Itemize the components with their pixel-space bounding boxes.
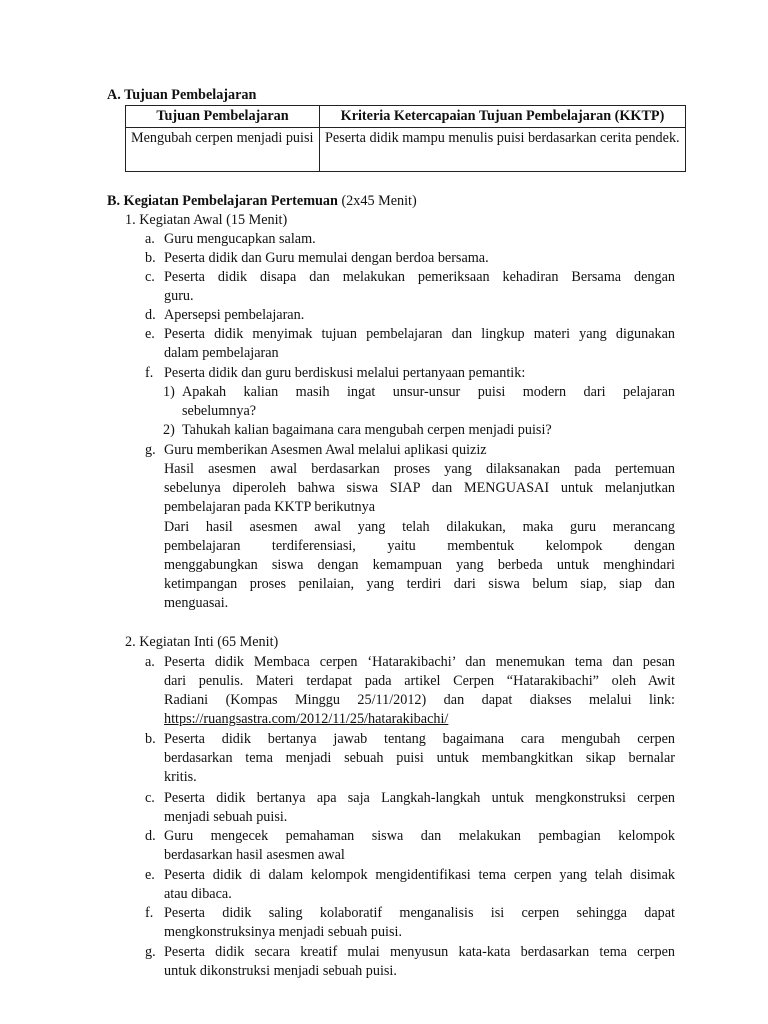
list-item-marker: a. bbox=[145, 654, 155, 670]
list-item-text-cont: menjadi sebuah puisi. bbox=[164, 809, 288, 825]
list-item-text: Peserta didik di dalam kelompok mengidentifikasi tema cerpen yang telah disimak bbox=[164, 867, 675, 883]
diferensiasi-paragraph-line: Dari hasil asesmen awal yang telah dilakukan, maka guru merancang bbox=[164, 519, 675, 535]
list-item-marker: c. bbox=[145, 790, 155, 806]
sub-item-text-cont: sebelumnya? bbox=[182, 403, 257, 419]
list-item-marker: b. bbox=[145, 250, 156, 266]
sub-item-text: Tahukah kalian bagaimana cara mengubah cerpen menjadi puisi? bbox=[182, 422, 552, 438]
list-item-marker: c. bbox=[145, 269, 155, 285]
list-item-link-line bbox=[164, 710, 448, 729]
list-item-text: Peserta didik Membaca cerpen ‘Hatarakibachi’ dan menemukan tema dan pesan bbox=[164, 654, 675, 670]
list-item-marker: f. bbox=[145, 365, 154, 381]
diferensiasi-paragraph-line: menggabungkan siswa dengan kemampuan yang berbeda untuk menghindari bbox=[164, 557, 675, 573]
list-item-text-cont: atau dibaca. bbox=[164, 886, 232, 902]
list-item-text-cont: berdasarkan hasil asesmen awal bbox=[164, 847, 345, 863]
sub-item-marker: 1) bbox=[163, 384, 175, 400]
list-item-text: Guru mengucapkan salam. bbox=[164, 231, 316, 247]
section-b-duration: (2x45 Menit) bbox=[341, 193, 417, 209]
list-item-text: Guru mengecek pemahaman siswa dan melakukan pembagian kelompok bbox=[164, 828, 675, 844]
list-item-marker: e. bbox=[145, 867, 155, 883]
list-item-text: Peserta didik menyimak tujuan pembelajaran dan lingkup materi yang digunakan bbox=[164, 326, 675, 342]
asesmen-paragraph-line: pembelajaran pada KKTP berikutnya bbox=[164, 499, 376, 515]
list-item-marker: d. bbox=[145, 828, 156, 844]
list-item-marker: d. bbox=[145, 307, 156, 323]
table-header-row bbox=[126, 106, 686, 128]
diferensiasi-paragraph-line: ketimpangan proses penilaian, yang terdiri dari siswa belum siap, siap dan bbox=[164, 576, 675, 592]
list-item-text-cont: dalam pembelajaran bbox=[164, 345, 279, 361]
list-item-text: Peserta didik disapa dan melakukan pemeriksaan kehadiran Bersama dengan bbox=[164, 269, 675, 285]
list-item-text-cont: dari penulis. Materi terdapat pada artikel Cerpen “Hatarakibachi” oleh Awit bbox=[164, 673, 675, 689]
list-item-text: Peserta didik dan Guru memulai dengan berdoa bersama. bbox=[164, 250, 489, 266]
table-cell-tujuan: Mengubah cerpen menjadi puisi bbox=[126, 128, 320, 172]
table-row bbox=[126, 128, 686, 172]
section-b-heading: B. Kegiatan Pembelajaran Pertemuan bbox=[107, 193, 338, 209]
diferensiasi-paragraph-line: pembelajaran terdiferensiasi, yaitu membentuk kelompok dengan bbox=[164, 538, 675, 554]
sub-item-text: Apakah kalian masih ingat unsur-unsur puisi modern dari pelajaran bbox=[182, 384, 675, 400]
asesmen-paragraph-line: Hasil asesmen awal berdasarkan proses yang dilaksanakan pada pertemuan bbox=[164, 461, 675, 477]
list-item-text: Peserta didik dan guru berdiskusi melalui pertanyaan pemantik: bbox=[164, 365, 526, 381]
kegiatan-inti-title: 2. Kegiatan Inti (65 Menit) bbox=[125, 634, 279, 650]
list-item-text-cont: mengkonstruksinya menjadi sebuah puisi. bbox=[164, 924, 403, 940]
section-a-heading: A. Tujuan Pembelajaran bbox=[107, 87, 257, 103]
sub-item-marker: 2) bbox=[163, 422, 175, 438]
table-cell-kktp: Peserta didik mampu menulis puisi berdasarkan cerita pendek. bbox=[320, 128, 686, 172]
article-link[interactable]: https://ruangsastra.com/2012/11/25/hatarakibachi/ bbox=[164, 711, 449, 727]
list-item-text-cont: untuk dikonstruksi menjadi sebuah puisi. bbox=[164, 963, 397, 979]
list-item-text: Peserta didik saling kolaboratif menganalisis isi cerpen sehingga dapat bbox=[164, 905, 675, 921]
kktp-table bbox=[125, 105, 686, 172]
list-item-marker: e. bbox=[145, 326, 155, 342]
list-item-text-cont: guru. bbox=[164, 288, 194, 304]
list-item-text-cont: berdasarkan tema menjadi sebuah puisi untuk membangkitkan sikap bernalar bbox=[164, 750, 675, 766]
list-item-marker: f. bbox=[145, 905, 154, 921]
list-item-marker: g. bbox=[145, 442, 156, 458]
list-item-marker: a. bbox=[145, 231, 155, 247]
kegiatan-awal-title: 1. Kegiatan Awal (15 Menit) bbox=[125, 212, 288, 228]
table-header-tujuan: Tujuan Pembelajaran bbox=[126, 106, 320, 128]
list-item-text: Peserta didik secara kreatif mulai menyusun kata-kata berdasarkan tema cerpen bbox=[164, 944, 675, 960]
list-item-text: Guru memberikan Asesmen Awal melalui aplikasi quiziz bbox=[164, 442, 487, 458]
table-header-kktp: Kriteria Ketercapaian Tujuan Pembelajaran (KKTP) bbox=[320, 106, 686, 128]
list-item-marker: g. bbox=[145, 944, 156, 960]
list-item-marker: b. bbox=[145, 731, 156, 747]
list-item-text-cont: kritis. bbox=[164, 769, 197, 785]
list-item-text: Peserta didik bertanya jawab tentang bagaimana cara mengubah cerpen bbox=[164, 731, 675, 747]
list-item-text-cont: Radiani (Kompas Minggu 25/11/2012) dan dapat diakses melalui link: bbox=[164, 692, 675, 708]
list-item-text: Peserta didik bertanya apa saja Langkah-langkah untuk mengkonstruksi cerpen bbox=[164, 790, 675, 806]
section-b-heading-line bbox=[107, 192, 417, 211]
asesmen-paragraph-line: sebelunya diperoleh bahwa siswa SIAP dan MENGUASAI untuk melanjutkan bbox=[164, 480, 675, 496]
list-item-text: Apersepsi pembelajaran. bbox=[164, 307, 305, 323]
diferensiasi-paragraph-line: menguasai. bbox=[164, 595, 229, 611]
